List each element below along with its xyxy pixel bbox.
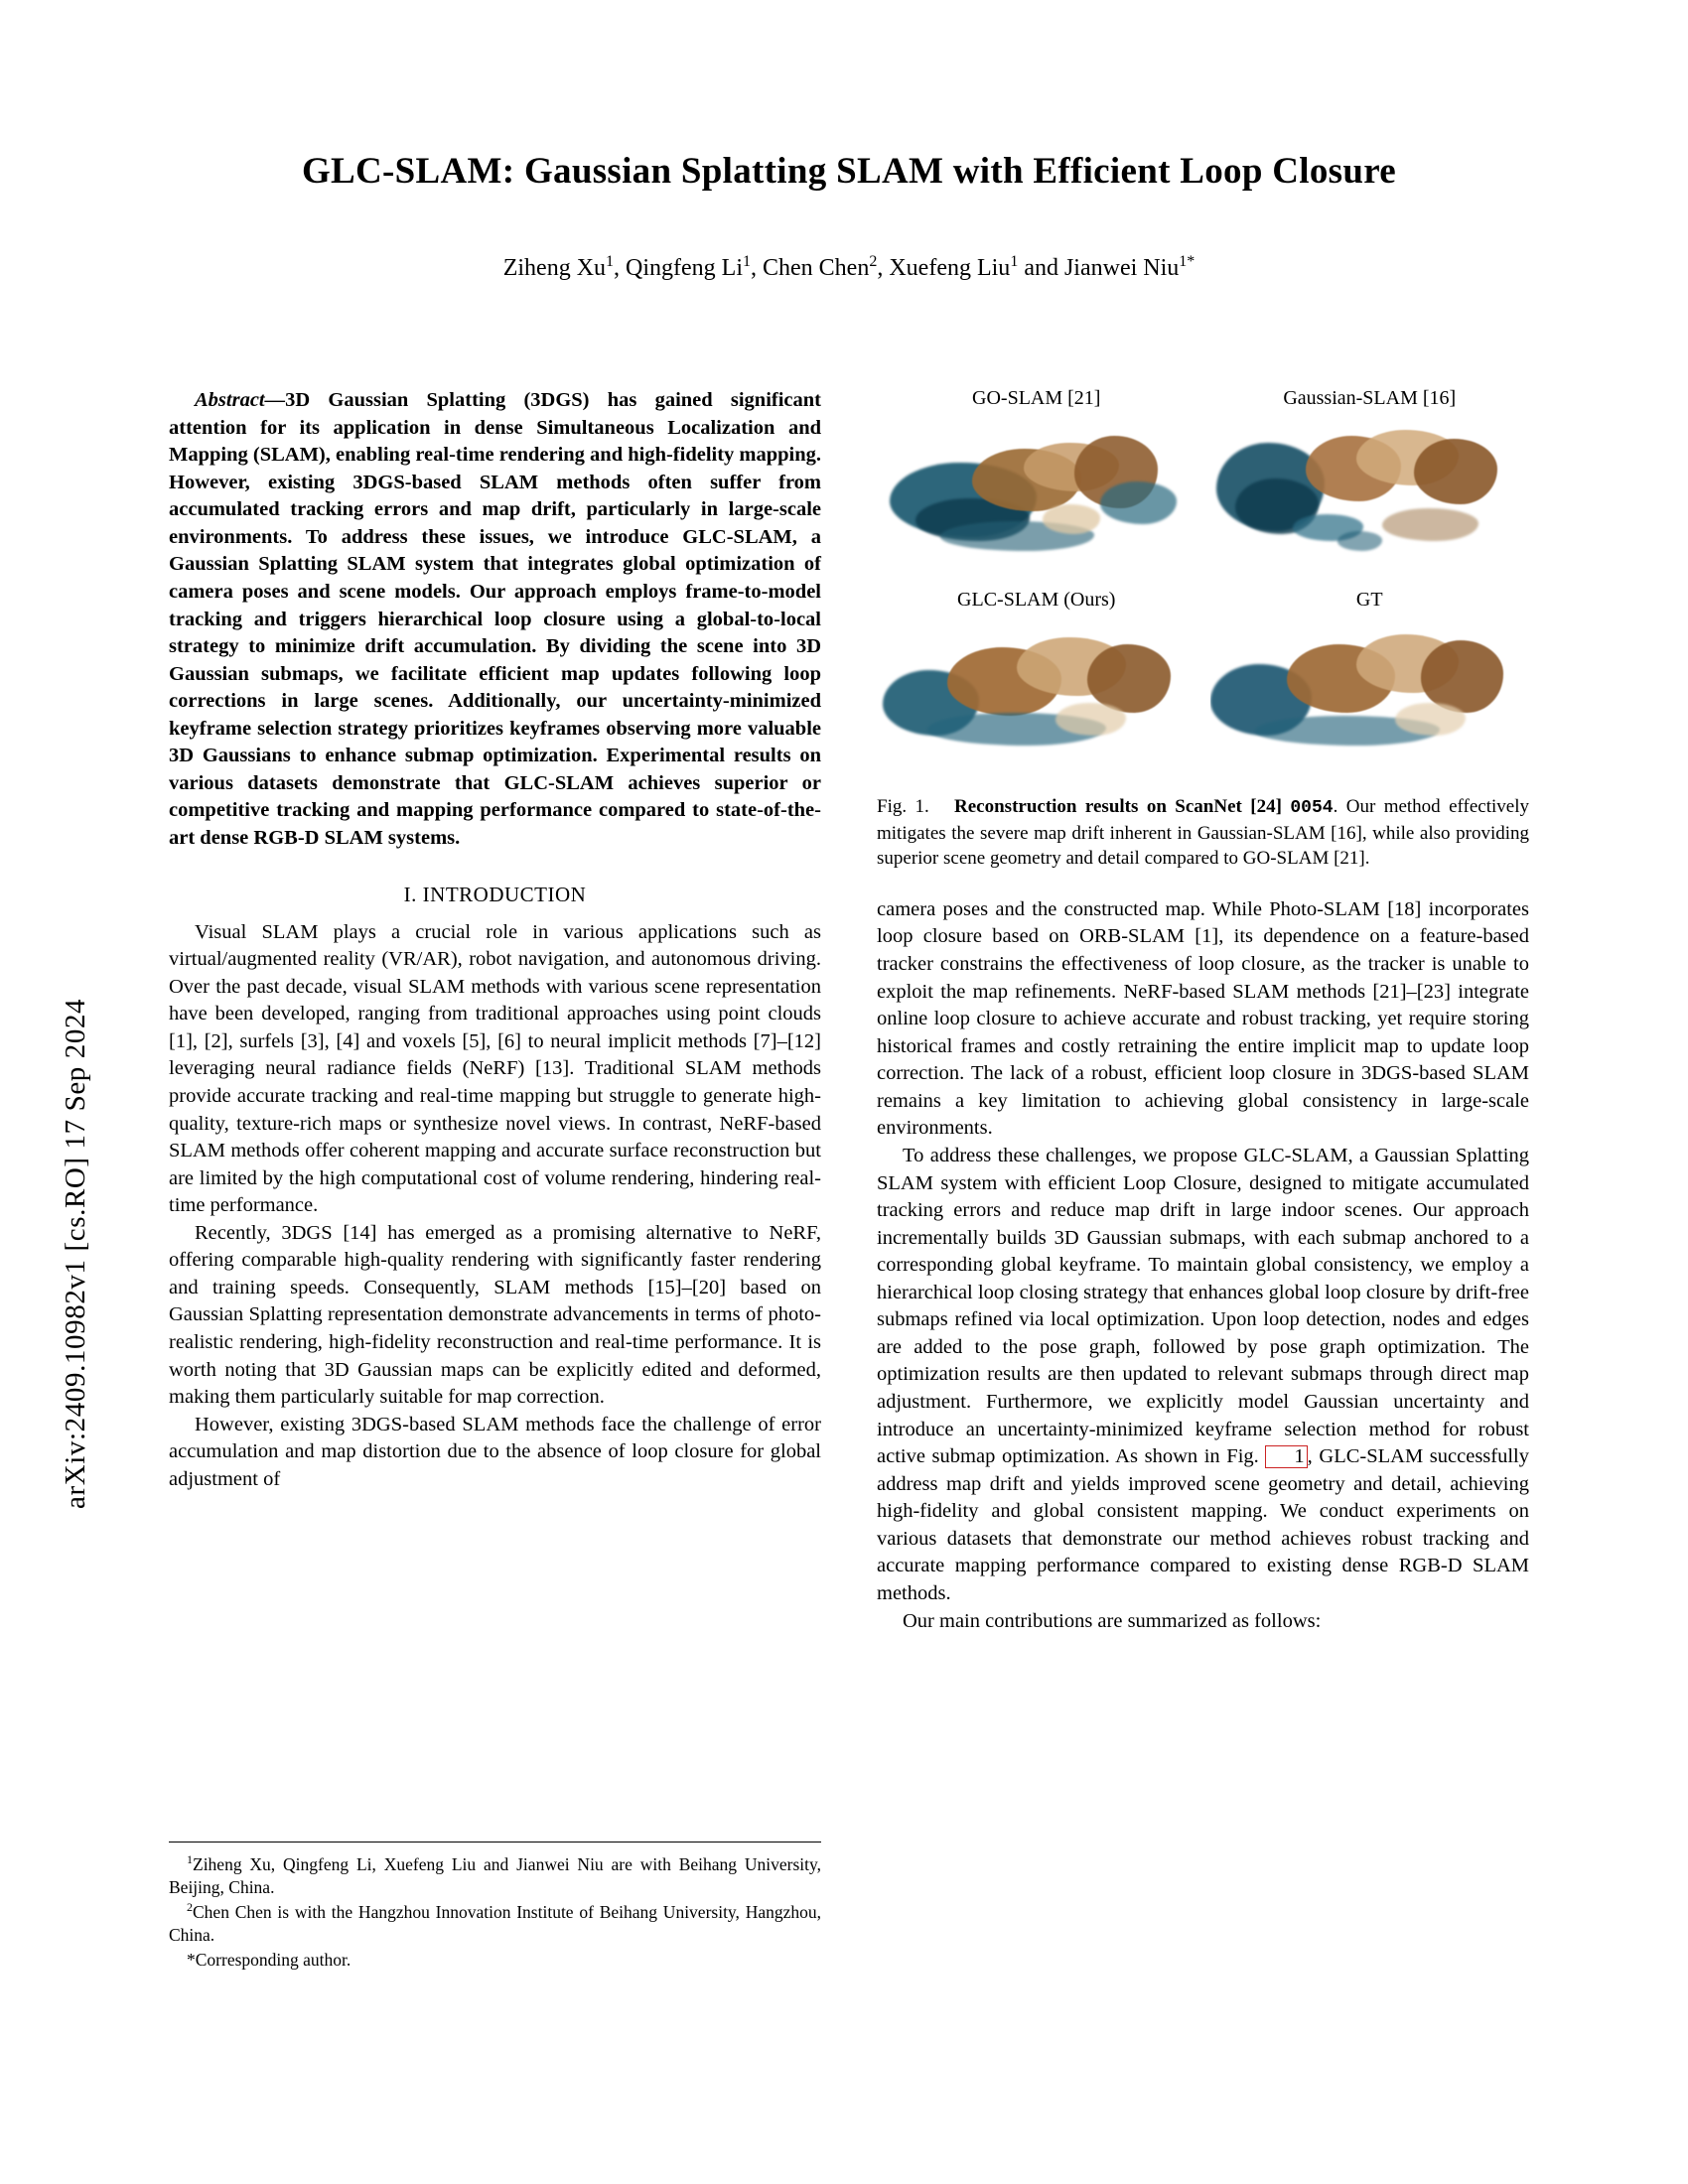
right-paragraph-1: camera poses and the constructed map. While Photo-SLAM [18] incorporates loop closure based on ORB-SLAM [1], its dependence on a feature-based tracker constrains the effectiveness of loop closure, as the tracker is unable to exploit the map refinements. NeRF-based SLAM methods [21]–[23] integrate online loop closure to achieve accurate and robust tracking, yet require storing historical frames and costly retraining the entire implicit map to update loop correction. The lack of a robust, efficient loop closure in 3DGS-based SLAM remains a key limitation to achieving global consistency in large-scale environments. [877, 897, 1529, 1140]
figure-caption-number: Fig. 1. [877, 796, 929, 817]
author-list [169, 252, 1529, 284]
footnote-1-text: Ziheng Xu, Qingfeng Li, Xuefeng Liu and Jianwei Niu are with Beihang University, Beijing, China. [169, 1853, 821, 1897]
right-paragraph-2 [877, 1143, 1529, 1608]
author-3: Chen Chen [763, 255, 870, 282]
author-3-sup: 2 [869, 253, 878, 271]
section-heading-introduction: I. INTRODUCTION [403, 882, 587, 906]
figure-panel-label-gt: GT [1355, 589, 1383, 611]
reconstruction-image-gaussian-slam [1210, 413, 1530, 577]
abstract-block [169, 387, 821, 853]
figure-1 [877, 387, 1529, 871]
right-paragraph-2-after: , GLC-SLAM successfully address map drift and yields improved scene geometry and detail, achieving high-fidelity and global consistent mapping. We conduct experiments on various datasets that demonstrate our method achieves robust tracking and accurate mapping performance compared to existing dense RGB-D SLAM methods. [877, 1445, 1530, 1604]
arxiv-stamp: arXiv:2409.10982v1 [cs.RO] 17 Sep 2024 [60, 998, 91, 1509]
intro-paragraph-1: Visual SLAM plays a crucial role in various applications such as virtual/augmented reality (VR/AR), robot navigation, and autonomous driving. Over the past decade, visual SLAM methods with various scene representation have been developed, ranging from traditional approaches using point clouds [1], [2], surfels [3], [4] and voxels [5], [6] to neural implicit methods [7]–[12] leveraging neural radiance fields (NeRF) [13]. Traditional SLAM methods provide accurate tracking and real-time mapping but struggle to generate high-quality, texture-rich maps or synthesize novel views. In contrast, NeRF-based SLAM methods offer coherent mapping and accurate surface reconstruction but are limited by the high computational cost of volume rendering, hindering real-time performance. [169, 920, 821, 1217]
author-4-sup: 1 [1010, 253, 1019, 271]
figure-panel-label-glc-slam: GLC-SLAM (Ours) [957, 589, 1116, 611]
figure-caption-title: Reconstruction results on ScanNet [24] [954, 796, 1282, 817]
scene-render [877, 413, 1196, 577]
figure-panel-go-slam [877, 387, 1196, 577]
footnote-1-marker: 1 [187, 1852, 193, 1866]
figure-panel-glc-slam [877, 589, 1196, 778]
sep-4: and [1018, 255, 1064, 282]
two-column-body [169, 387, 1529, 1635]
intro-paragraph-3: However, existing 3DGS-based SLAM methods face the challenge of error accumulation and map distortion due to the absence of loop closure for global adjustment of [169, 1413, 821, 1490]
author-5-sup: 1* [1179, 253, 1196, 271]
footnote-2-text: Chen Chen is with the Hangzhou Innovation Institute of Beihang University, Hangzhou, China. [169, 1902, 821, 1945]
right-paragraph-2-before: To address these challenges, we propose GLC-SLAM, a Gaussian Splatting SLAM system with efficient Loop Closure, designed to mitigate accumulated tracking errors and reduce map drift in large indoor scenes. Our approach incrementally builds 3D Gaussian submaps, with each submap anchored to a corresponding global keyframe. To maintain global consistency, we employ a hierarchical loop closing strategy that enhances global loop closure by drift-free submaps refined via local optimization. Upon loop detection, nodes and edges are added to the pose graph, followed by pose graph optimization. The optimization results are then updated to relevant submaps through direct map adjustment. Furthermore, we explicitly model Gaussian uncertainty and introduce an uncertainty-minimized keyframe selection method for robust active submap optimization. As shown in Fig. [877, 1144, 1529, 1468]
right-paragraph-3: Our main contributions are summarized as follows: [903, 1609, 1322, 1632]
reconstruction-image-gt [1210, 614, 1530, 778]
intro-paragraph-2: Recently, 3DGS [14] has emerged as a promising alternative to NeRF, offering comparable high-quality rendering with significantly faster rendering and training speeds. Consequently, SLAM methods [15]–[20] based on Gaussian Splatting representation demonstrate advancements in terms of photo-realistic rendering, high-fidelity reconstruction and real-time performance. It is worth noting that 3D Gaussian maps can be explicitly edited and deformed, making them particularly suitable for map correction. [169, 1221, 821, 1409]
footnote-2 [169, 1900, 821, 1946]
figure-panel-gaussian-slam [1210, 387, 1530, 577]
figure-panel-gt [1210, 589, 1530, 778]
figure-panel-label-go-slam: GO-SLAM [21] [972, 387, 1101, 409]
author-5: Jianwei Niu [1063, 255, 1180, 282]
scene-render [1210, 413, 1530, 577]
left-column [169, 387, 821, 1635]
footnote-3 [169, 1949, 821, 1972]
right-column [877, 387, 1529, 1635]
figure-caption [877, 794, 1529, 871]
scene-render [877, 614, 1196, 778]
figure-panel-label-gaussian-slam: Gaussian-SLAM [16] [1283, 387, 1457, 409]
figure-caption-body: . Our method effectively mitigates the severe map drift inherent in Gaussian-SLAM [16], while also providing superior scene geometry and detail compared to GO-SLAM [21]. [877, 796, 1529, 869]
author-2: Qingfeng Li [626, 255, 744, 282]
reconstruction-image-go-slam [877, 413, 1196, 577]
scene-render [1210, 614, 1530, 778]
author-2-sup: 1 [743, 253, 752, 271]
sep-3: , [877, 255, 890, 282]
figure-caption-scene-id: 0054 [1290, 798, 1334, 818]
author-1: Ziheng Xu [502, 255, 607, 282]
footnote-2-marker: 2 [187, 1900, 193, 1915]
footnote-1 [169, 1852, 821, 1898]
footnote-block [169, 1842, 821, 1973]
footnote-3-text: Corresponding author. [195, 1949, 352, 1970]
abstract-lead: Abstract— [195, 389, 286, 411]
reconstruction-image-glc-slam [877, 614, 1196, 778]
sep-1: , [614, 255, 627, 282]
figure-grid [877, 387, 1529, 778]
abstract-text: 3D Gaussian Splatting (3DGS) has gained significant attention for its application in dense Simultaneous Localization and Mapping (SLAM), enabling real-time rendering and high-fidelity mapping. However, existing 3DGS-based SLAM methods often suffer from accumulated tracking errors and map drift, particularly in large-scale environments. To address these issues, we introduce GLC-SLAM, a Gaussian Splatting SLAM system that integrates global optimization of camera poses and scene models. Our approach employs frame-to-model tracking and triggers hierarchical loop closure using a global-to-local strategy to minimize drift accumulation. By dividing the scene into 3D Gaussian submaps, we facilitate efficient map updates following loop corrections in large scenes. Additionally, our uncertainty-minimized keyframe selection strategy prioritizes keyframes observing more valuable 3D Gaussians to enhance submap optimization. Experimental results on various datasets demonstrate that GLC-SLAM achieves superior or competitive tracking and mapping performance compared to state-of-the-art dense RGB-D SLAM systems. [169, 389, 822, 849]
paper-header [169, 149, 1529, 284]
page-title: GLC-SLAM: Gaussian Splatting SLAM with Efficient Loop Closure [301, 151, 1397, 192]
footnote-3-marker: * [187, 1949, 196, 1970]
sep-2: , [751, 255, 764, 282]
figure-reference-link[interactable]: 1 [1265, 1445, 1307, 1468]
author-4: Xuefeng Liu [889, 255, 1011, 282]
author-1-sup: 1 [606, 253, 615, 271]
